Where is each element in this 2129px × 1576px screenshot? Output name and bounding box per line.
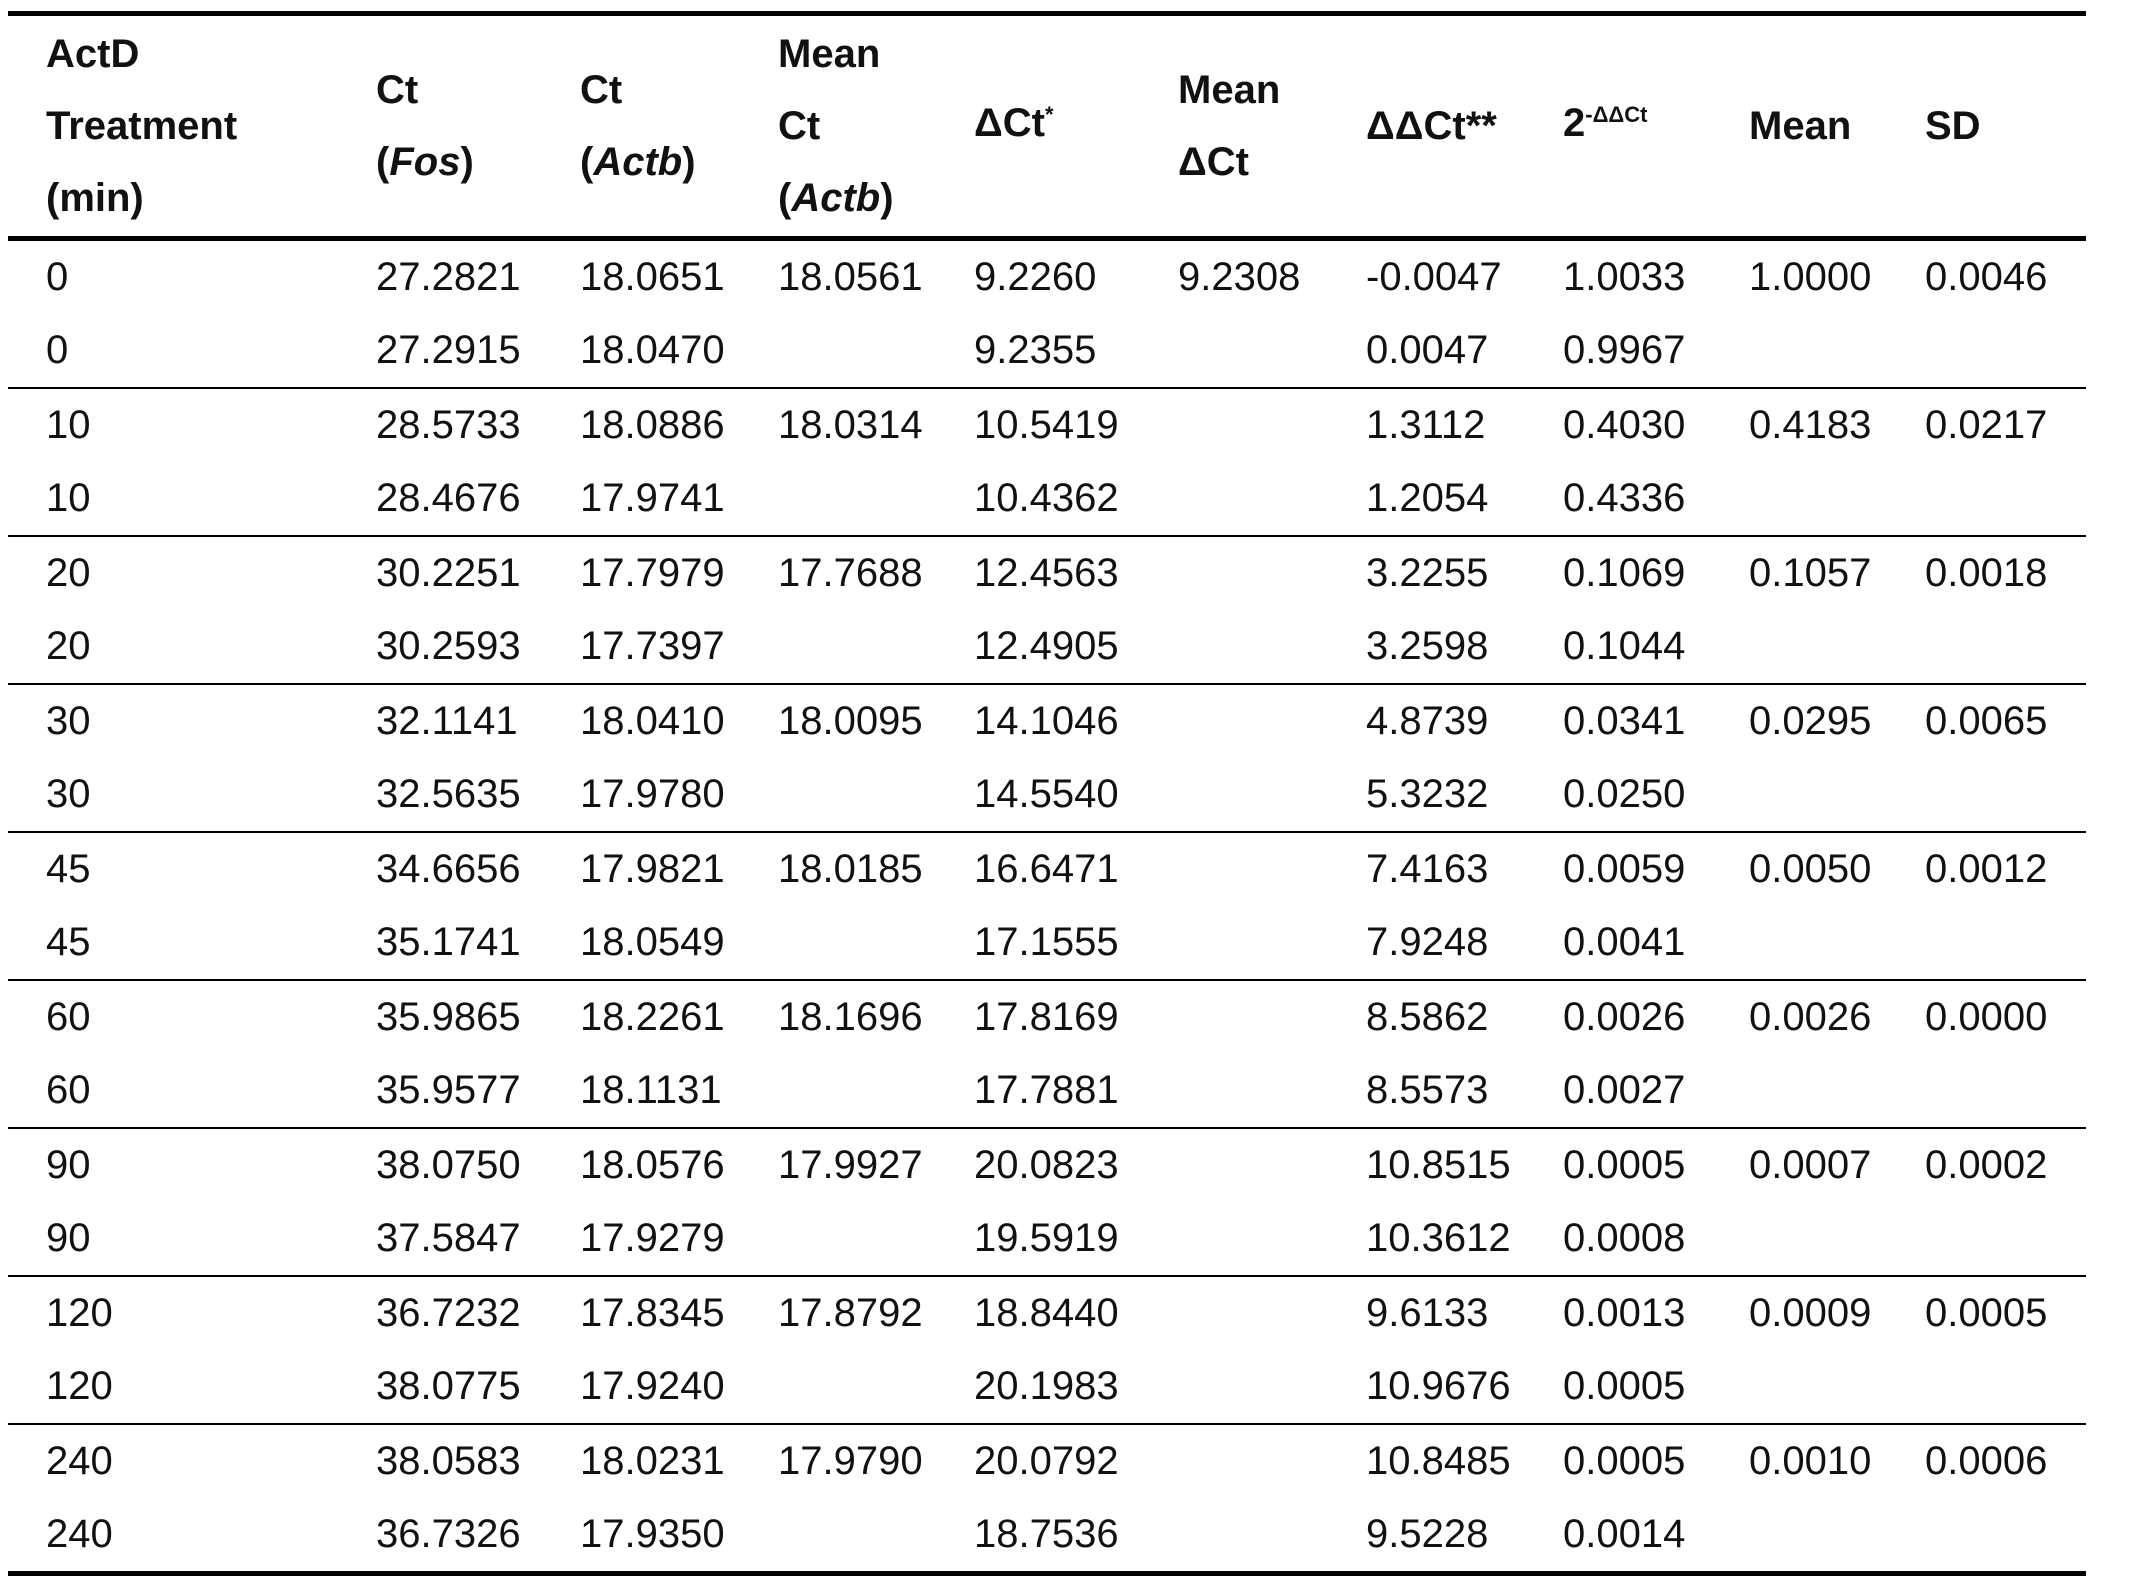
ct-actb-cell: 17.9821 bbox=[542, 832, 740, 906]
ct-fos-cell: 27.2821 bbox=[376, 255, 521, 299]
mean-cell bbox=[1711, 758, 1887, 832]
delta-ct-cell: 20.0823 bbox=[936, 1128, 1140, 1202]
sd-cell bbox=[1887, 462, 2086, 536]
delta-delta-ct-cell: 10.8485 bbox=[1328, 1424, 1525, 1498]
table-row bbox=[8, 610, 2086, 684]
table-row bbox=[8, 1276, 2086, 1350]
treatment-cell: 10 bbox=[8, 388, 338, 462]
mean-ct-actb-cell: 18.0095 bbox=[740, 684, 936, 758]
delta-delta-ct-cell: 9.6133 bbox=[1328, 1276, 1525, 1350]
mean-delta-ct-cell bbox=[1140, 758, 1328, 832]
ct-fos-cell: 30.2251 bbox=[338, 536, 542, 610]
delta-delta-ct-cell: 9.5228 bbox=[1328, 1498, 1525, 1574]
sd-cell bbox=[1887, 906, 2086, 980]
mean-cell: 0.0050 bbox=[1711, 832, 1887, 906]
delta-ct-cell: 14.1046 bbox=[936, 684, 1140, 758]
treatment-cell: 90 bbox=[8, 1128, 338, 1202]
fold-change-cell: 0.0041 bbox=[1563, 920, 1686, 964]
ct-actb-cell: 18.0549 bbox=[580, 920, 725, 964]
sd-cell: 0.0012 bbox=[1887, 832, 2086, 906]
fold-change-cell: 0.0027 bbox=[1563, 1068, 1686, 1112]
ct-fos-cell: 32.5635 bbox=[376, 772, 521, 816]
mean-cell: 0.0009 bbox=[1711, 1276, 1887, 1350]
ct-actb-cell: 17.9350 bbox=[542, 1498, 740, 1574]
sd-cell bbox=[1887, 1054, 2086, 1128]
treatment-cell: 90 bbox=[46, 1216, 91, 1260]
ct-fos-cell: 28.4676 bbox=[376, 476, 521, 520]
mean-delta-ct-cell bbox=[1140, 1276, 1328, 1350]
table-row bbox=[8, 1350, 2086, 1424]
ct-fos-cell: 32.1141 bbox=[338, 684, 542, 758]
delta-ct-cell: 12.4563 bbox=[936, 536, 1140, 610]
mean-cell: 0.1057 bbox=[1711, 536, 1887, 610]
delta-ct-cell: 10.5419 bbox=[936, 388, 1140, 462]
sd-cell bbox=[1887, 610, 2086, 684]
mean-cell: 0.4183 bbox=[1711, 388, 1887, 462]
fold-change-cell: 0.9967 bbox=[1563, 328, 1686, 372]
treatment-cell: 45 bbox=[8, 832, 338, 906]
delta-ct-cell: 17.1555 bbox=[974, 920, 1119, 964]
delta-ct-cell: 17.7881 bbox=[974, 1068, 1119, 1112]
mean-cell: 0.0007 bbox=[1711, 1128, 1887, 1202]
table-row bbox=[8, 1054, 2086, 1128]
mean-cell: 0.0026 bbox=[1711, 980, 1887, 1054]
fold-change-cell: 0.0005 bbox=[1525, 1424, 1711, 1498]
ct-actb-cell: 17.7397 bbox=[580, 624, 725, 668]
ct-actb-cell: 18.0651 bbox=[580, 255, 725, 299]
fold-change-cell: 0.0013 bbox=[1525, 1276, 1711, 1350]
mean-cell bbox=[1711, 906, 1887, 980]
ct-actb-cell: 18.1131 bbox=[580, 1068, 722, 1112]
table-row bbox=[8, 388, 2086, 462]
ct-actb-cell: 17.7979 bbox=[542, 536, 740, 610]
delta-delta-ct-cell: 1.2054 bbox=[1366, 476, 1489, 520]
treatment-cell: 120 bbox=[46, 1364, 113, 1408]
mean-ct-actb-cell bbox=[740, 758, 936, 832]
ct-actb-cell: 17.9741 bbox=[580, 476, 725, 520]
delta-delta-ct-cell: 0.0047 bbox=[1366, 328, 1489, 372]
sd-cell: 0.0018 bbox=[1887, 536, 2086, 610]
delta-ct-cell: 10.4362 bbox=[974, 476, 1119, 520]
delta-delta-ct-cell: 1.3112 bbox=[1328, 388, 1525, 462]
header-ct-fos: Ct (Fos) bbox=[376, 68, 474, 184]
fold-change-cell: 0.0014 bbox=[1525, 1498, 1711, 1574]
fold-change-cell: 0.0005 bbox=[1563, 1364, 1686, 1408]
fold-change-cell: 0.4336 bbox=[1563, 476, 1686, 520]
mean-delta-ct-cell bbox=[1140, 1424, 1328, 1498]
delta-delta-ct-cell: 10.3612 bbox=[1366, 1216, 1511, 1260]
mean-delta-ct-cell bbox=[1140, 906, 1328, 980]
fold-change-cell: 0.0059 bbox=[1525, 832, 1711, 906]
fold-change-cell: 0.1044 bbox=[1563, 624, 1686, 668]
delta-ct-cell: 18.8440 bbox=[936, 1276, 1140, 1350]
mean-ct-actb-cell: 18.0561 bbox=[778, 255, 923, 299]
table-row bbox=[8, 1424, 2086, 1498]
ct-fos-cell: 27.2915 bbox=[376, 328, 521, 372]
table-row bbox=[8, 239, 2086, 315]
delta-delta-ct-cell: 10.8515 bbox=[1328, 1128, 1525, 1202]
header-mean-delta-ct: Mean ΔCt bbox=[1178, 68, 1281, 184]
mean-ct-actb-cell bbox=[740, 1054, 936, 1128]
header-mean-ct-actb: Mean Ct (Actb) bbox=[778, 32, 894, 220]
ct-fos-cell: 35.9865 bbox=[338, 980, 542, 1054]
mean-delta-ct-cell bbox=[1140, 1350, 1328, 1424]
treatment-cell: 20 bbox=[8, 536, 338, 610]
mean-delta-ct-cell bbox=[1140, 536, 1328, 610]
delta-ct-cell: 19.5919 bbox=[974, 1216, 1119, 1260]
mean-delta-ct-cell bbox=[1140, 1054, 1328, 1128]
mean-ct-actb-cell bbox=[740, 610, 936, 684]
sd-cell bbox=[1887, 1350, 2086, 1424]
fold-change-cell: 0.0026 bbox=[1525, 980, 1711, 1054]
ct-actb-cell: 18.0470 bbox=[580, 328, 725, 372]
treatment-cell: 45 bbox=[46, 920, 91, 964]
fold-change-cell: 0.0250 bbox=[1563, 772, 1686, 816]
ct-fos-cell: 37.5847 bbox=[376, 1216, 521, 1260]
delta-delta-ct-cell: 10.9676 bbox=[1366, 1364, 1511, 1408]
mean-ct-actb-cell bbox=[740, 1350, 936, 1424]
sd-cell: 0.0005 bbox=[1887, 1276, 2086, 1350]
mean-delta-ct-cell bbox=[1140, 684, 1328, 758]
ct-fos-cell: 35.1741 bbox=[376, 920, 521, 964]
fold-change-cell: 0.0341 bbox=[1525, 684, 1711, 758]
delta-delta-ct-cell: 3.2255 bbox=[1328, 536, 1525, 610]
sd-cell bbox=[1887, 1202, 2086, 1276]
fold-change-cell: 0.4030 bbox=[1525, 388, 1711, 462]
treatment-cell: 120 bbox=[8, 1276, 338, 1350]
fold-change-cell: 0.1069 bbox=[1525, 536, 1711, 610]
mean-cell bbox=[1711, 1202, 1887, 1276]
treatment-cell: 0 bbox=[46, 328, 69, 372]
treatment-cell: 10 bbox=[46, 476, 91, 520]
delta-delta-ct-cell: 3.2598 bbox=[1366, 624, 1489, 668]
ct-actb-cell: 17.9240 bbox=[580, 1364, 725, 1408]
delta-delta-ct-cell: 8.5573 bbox=[1366, 1068, 1489, 1112]
delta-ct-cell: 9.2355 bbox=[974, 328, 1097, 372]
ct-fos-cell: 36.7326 bbox=[338, 1498, 542, 1574]
delta-ct-cell: 14.5540 bbox=[974, 772, 1119, 816]
delta-ct-cell: 16.6471 bbox=[936, 832, 1140, 906]
delta-delta-ct-cell: -0.0047 bbox=[1366, 255, 1502, 299]
mean-delta-ct-cell bbox=[1140, 388, 1328, 462]
sd-cell bbox=[1887, 1498, 2086, 1574]
mean-cell: 1.0000 bbox=[1749, 255, 1872, 299]
mean-delta-ct-cell bbox=[1140, 832, 1328, 906]
sd-cell bbox=[1887, 314, 2086, 388]
table-row bbox=[8, 1202, 2086, 1276]
fold-change-cell: 0.0005 bbox=[1525, 1128, 1711, 1202]
table-row bbox=[8, 980, 2086, 1054]
table-row bbox=[8, 1498, 2086, 1574]
sd-cell: 0.0006 bbox=[1887, 1424, 2086, 1498]
mean-cell: 0.0010 bbox=[1711, 1424, 1887, 1498]
delta-delta-ct-cell: 8.5862 bbox=[1328, 980, 1525, 1054]
ct-fos-cell: 38.0775 bbox=[376, 1364, 521, 1408]
mean-ct-actb-cell bbox=[740, 1202, 936, 1276]
treatment-cell: 240 bbox=[8, 1498, 338, 1574]
table-row bbox=[8, 832, 2086, 906]
mean-ct-actb-cell: 17.9927 bbox=[740, 1128, 936, 1202]
sd-cell bbox=[1887, 758, 2086, 832]
table-row bbox=[8, 314, 2086, 388]
mean-ct-actb-cell bbox=[740, 1498, 936, 1574]
delta-delta-ct-cell: 7.4163 bbox=[1328, 832, 1525, 906]
ct-fos-cell: 30.2593 bbox=[376, 624, 521, 668]
mean-cell bbox=[1711, 1054, 1887, 1128]
header-delta-ct: ΔCt* bbox=[974, 101, 1054, 145]
table-row bbox=[8, 536, 2086, 610]
delta-ct-cell: 9.2260 bbox=[974, 255, 1097, 299]
delta-delta-ct-cell: 4.8739 bbox=[1328, 684, 1525, 758]
mean-delta-ct-cell bbox=[1140, 462, 1328, 536]
header-ct-actb: Ct (Actb) bbox=[580, 68, 696, 184]
table-row bbox=[8, 1128, 2086, 1202]
ct-actb-cell: 18.0410 bbox=[542, 684, 740, 758]
ct-actb-cell: 17.9279 bbox=[580, 1216, 725, 1260]
header-row bbox=[8, 14, 2086, 239]
table-row bbox=[8, 684, 2086, 758]
treatment-cell: 60 bbox=[46, 1068, 91, 1112]
ct-fos-cell: 38.0750 bbox=[338, 1128, 542, 1202]
mean-ct-actb-cell: 18.0314 bbox=[740, 388, 936, 462]
mean-ct-actb-cell: 18.0185 bbox=[740, 832, 936, 906]
delta-ct-cell: 18.7536 bbox=[936, 1498, 1140, 1574]
table-row bbox=[8, 462, 2086, 536]
ct-actb-cell: 18.0231 bbox=[542, 1424, 740, 1498]
mean-delta-ct-cell bbox=[1140, 610, 1328, 684]
mean-delta-ct-cell bbox=[1140, 314, 1328, 388]
mean-delta-ct-cell bbox=[1140, 1202, 1328, 1276]
mean-delta-ct-cell bbox=[1140, 1498, 1328, 1574]
sd-cell: 0.0217 bbox=[1887, 388, 2086, 462]
sd-cell: 0.0002 bbox=[1887, 1128, 2086, 1202]
ct-actb-cell: 17.9780 bbox=[580, 772, 725, 816]
mean-ct-actb-cell: 17.9790 bbox=[740, 1424, 936, 1498]
fold-change-cell: 0.0008 bbox=[1563, 1216, 1686, 1260]
mean-cell bbox=[1711, 314, 1887, 388]
treatment-cell: 0 bbox=[46, 255, 69, 299]
header-sd: SD bbox=[1925, 104, 1981, 148]
header-delta-delta-ct: ΔΔCt** bbox=[1366, 104, 1497, 148]
mean-cell bbox=[1711, 1498, 1887, 1574]
mean-cell bbox=[1711, 462, 1887, 536]
table-row bbox=[8, 758, 2086, 832]
header-treatment: ActD Treatment (min) bbox=[46, 32, 238, 220]
mean-ct-actb-cell bbox=[740, 906, 936, 980]
delta-ct-cell: 20.0792 bbox=[936, 1424, 1140, 1498]
treatment-cell: 30 bbox=[8, 684, 338, 758]
ct-actb-cell: 18.0576 bbox=[542, 1128, 740, 1202]
header-mean: Mean bbox=[1749, 104, 1852, 148]
mean-ct-actb-cell bbox=[740, 462, 936, 536]
header-fold-change: $2^{-\Delta\Delta Ct}$ bbox=[1563, 101, 1648, 145]
delta-ct-cell: 12.4905 bbox=[974, 624, 1119, 668]
ct-fos-cell: 34.6656 bbox=[338, 832, 542, 906]
mean-ct-actb-cell bbox=[740, 314, 936, 388]
table-row bbox=[8, 906, 2086, 980]
delta-delta-ct-cell: 7.9248 bbox=[1366, 920, 1489, 964]
sd-cell: 0.0046 bbox=[1925, 255, 2048, 299]
fold-change-cell: 1.0033 bbox=[1563, 255, 1686, 299]
mean-cell: 0.0295 bbox=[1711, 684, 1887, 758]
mean-ct-actb-cell: 17.8792 bbox=[740, 1276, 936, 1350]
ct-actb-cell: 18.0886 bbox=[542, 388, 740, 462]
treatment-cell: 240 bbox=[8, 1424, 338, 1498]
delta-delta-ct-cell: 5.3232 bbox=[1366, 772, 1489, 816]
mean-cell bbox=[1711, 1350, 1887, 1424]
treatment-cell: 20 bbox=[46, 624, 91, 668]
ct-actb-cell: 18.2261 bbox=[542, 980, 740, 1054]
ct-fos-cell: 38.0583 bbox=[338, 1424, 542, 1498]
ct-fos-cell: 28.5733 bbox=[338, 388, 542, 462]
ct-fos-cell: 36.7232 bbox=[338, 1276, 542, 1350]
sd-cell: 0.0000 bbox=[1887, 980, 2086, 1054]
mean-cell bbox=[1711, 610, 1887, 684]
mean-delta-ct-cell: 9.2308 bbox=[1178, 255, 1301, 299]
treatment-cell: 60 bbox=[8, 980, 338, 1054]
mean-delta-ct-cell bbox=[1140, 980, 1328, 1054]
mean-ct-actb-cell: 18.1696 bbox=[740, 980, 936, 1054]
mean-delta-ct-cell bbox=[1140, 1128, 1328, 1202]
delta-ct-cell: 17.8169 bbox=[936, 980, 1140, 1054]
ct-data-table bbox=[8, 11, 2086, 1576]
treatment-cell: 30 bbox=[46, 772, 91, 816]
delta-ct-cell: 20.1983 bbox=[974, 1364, 1119, 1408]
ct-fos-cell: 35.9577 bbox=[376, 1068, 521, 1112]
ct-actb-cell: 17.8345 bbox=[542, 1276, 740, 1350]
sd-cell: 0.0065 bbox=[1887, 684, 2086, 758]
mean-ct-actb-cell: 17.7688 bbox=[740, 536, 936, 610]
